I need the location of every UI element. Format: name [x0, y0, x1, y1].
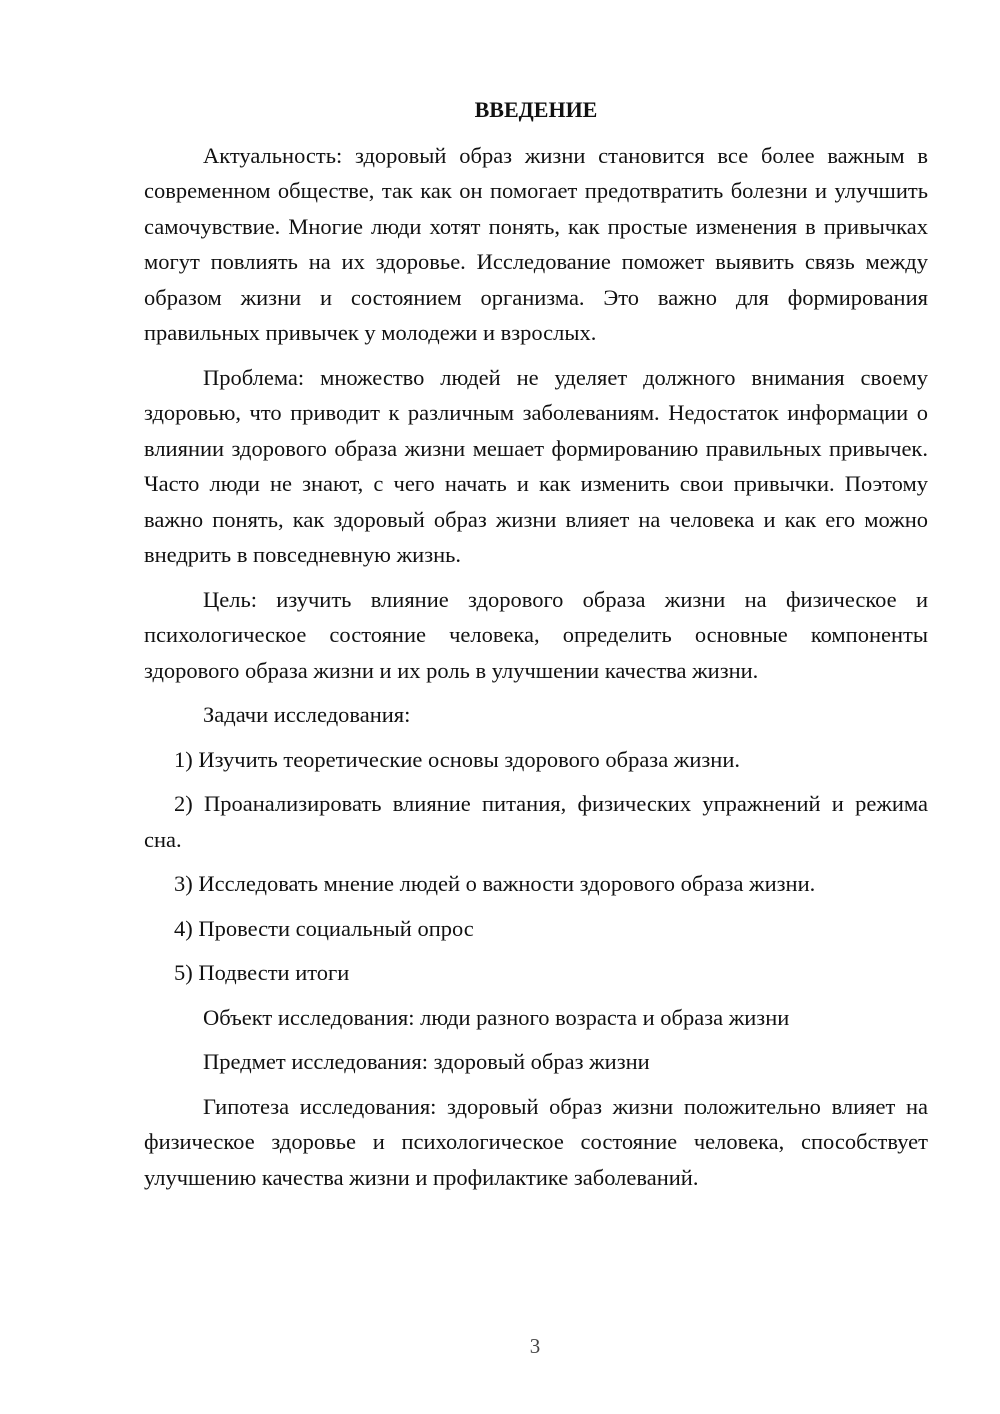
task-item-4: 4) Провести социальный опрос — [174, 915, 474, 941]
document-page — [144, 92, 928, 1195]
paragraph-subject: Предмет исследования: здоровый образ жизни — [203, 1049, 650, 1074]
paragraph-hypothesis: Гипотеза исследования: здоровый образ жизни положительно влияет на физическое здоровье и психологическое состояние человека, способствует улучшению качества жизни и профилактике заболеваний. — [144, 1093, 928, 1190]
task-item-1: 1) Изучить теоретические основы здорового образа жизни. — [174, 746, 740, 772]
section-heading: ВВЕДЕНИЕ — [474, 97, 598, 122]
paragraph-goal: Цель: изучить влияние здорового образа жизни на физическое и психологическое состояние человека, определить основные компоненты здорового образа жизни и их роль в улучшении качества жизни. — [144, 586, 928, 683]
paragraph-relevance: Актуальность: здоровый образ жизни становится все более важным в современном обществе, так как он помогает предотвратить болезни и улучшить самочувствие. Многие люди хотят понять, как простые изменения в привычках могут повлиять на их здоровье. Исследование поможет выявить связь между образом жизни и состоянием организма. Это важно для формирования правильных привычек у молодежи и взрослых. — [144, 142, 928, 345]
task-item-5: 5) Подвести итоги — [174, 960, 350, 985]
paragraph-problem: Проблема: множество людей не уделяет должного внимания своему здоровью, что приводит к различным заболеваниям. Недостаток информации о влиянии здорового образа жизни мешает формированию правильных привычек. Часто люди не знают, с чего начать и как изменить свои привычки. Поэтому важно понять, как здоровый образ жизни влияет на человека и как его можно внедрить в повседневную жизнь. — [144, 364, 928, 567]
task-item-2: 2) Проанализировать влияние питания, физических упражнений и режима сна. — [144, 791, 928, 852]
paragraph-object: Объект исследования: люди разного возраста и образа жизни — [203, 1004, 790, 1030]
tasks-title: Задачи исследования: — [203, 702, 411, 727]
task-item-3: 3) Исследовать мнение людей о важности здорового образа жизни. — [174, 871, 816, 896]
page-number: 3 — [529, 1334, 541, 1358]
